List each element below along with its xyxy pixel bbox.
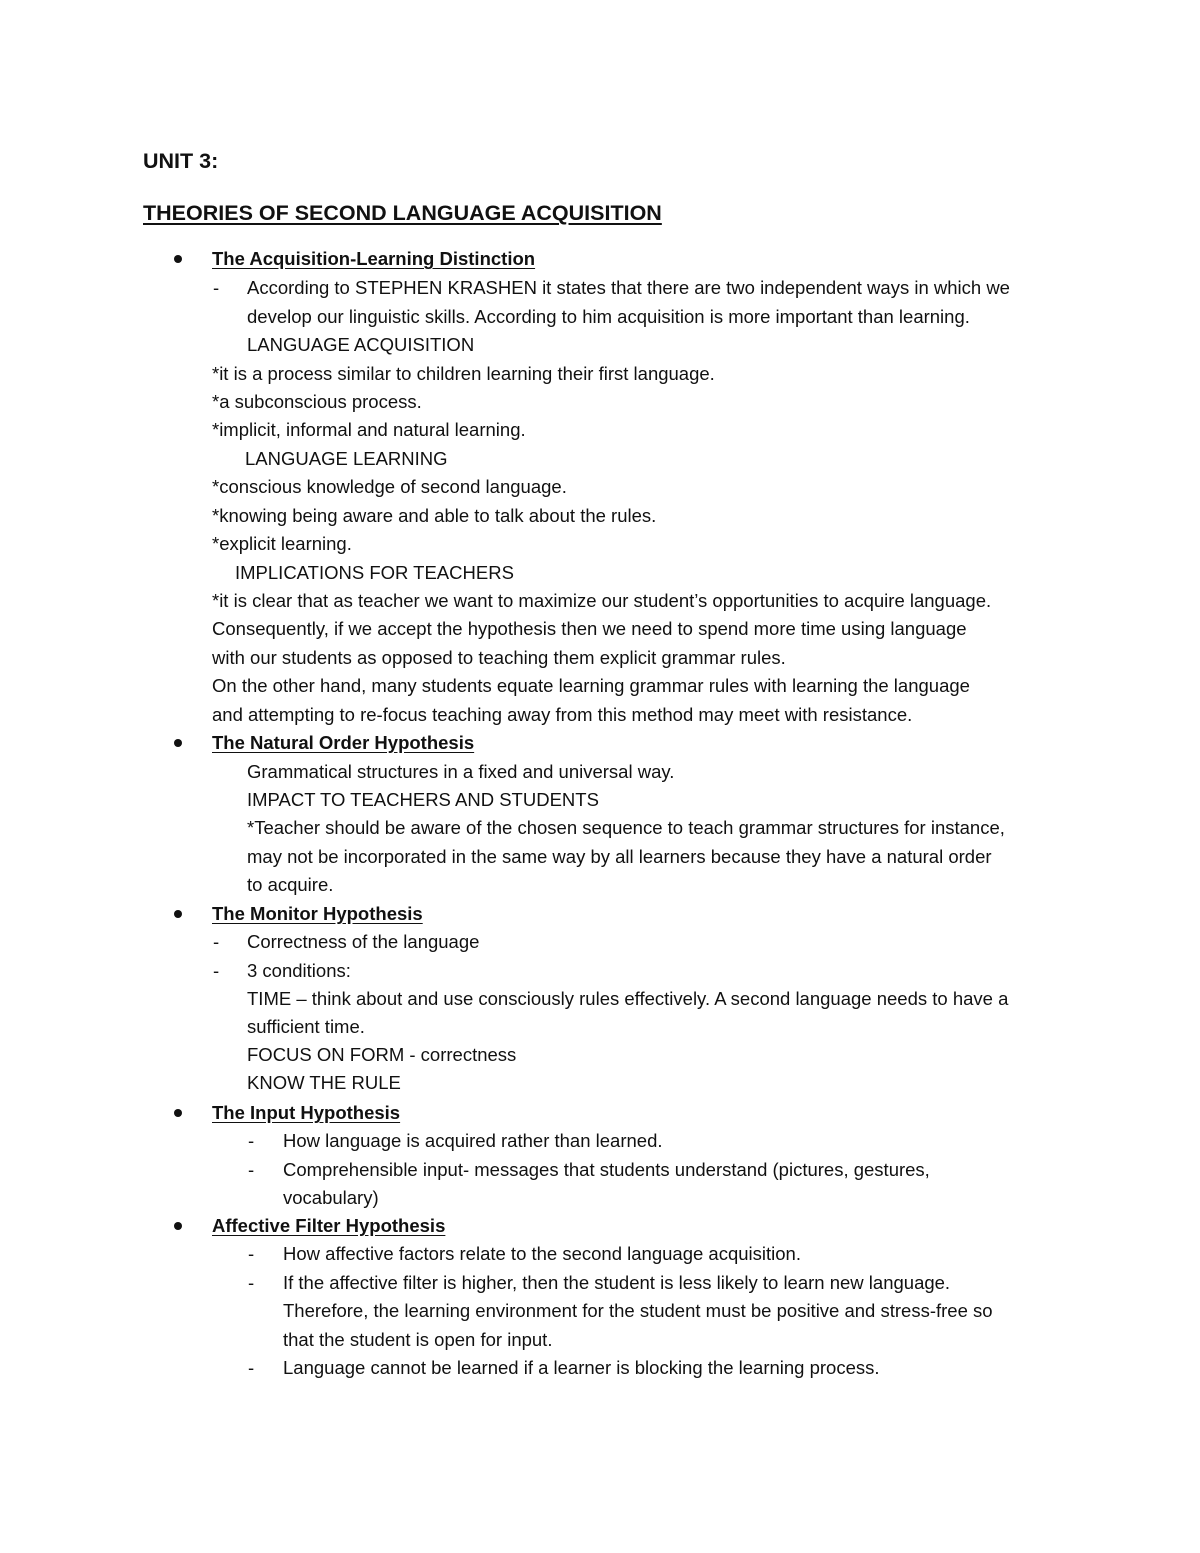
dash-marker: -	[213, 931, 220, 952]
text-line: 3 conditions:	[247, 960, 351, 981]
dash-marker: -	[213, 960, 220, 981]
text-line: Therefore, the learning environment for the student must be positive and stress-free so	[283, 1300, 993, 1321]
text-line: *explicit learning.	[212, 533, 352, 554]
text-line: LANGUAGE LEARNING	[245, 448, 448, 469]
text-line: to acquire.	[247, 874, 334, 895]
text-line: Comprehensible input- messages that students understand (pictures, gestures,	[283, 1159, 930, 1180]
dash-marker: -	[213, 277, 220, 298]
text-line: and attempting to re-focus teaching away from this method may meet with resistance.	[212, 704, 913, 725]
section-heading-natural-order: The Natural Order Hypothesis	[212, 732, 475, 753]
text-line: KNOW THE RULE	[247, 1072, 401, 1093]
text-line: *Teacher should be aware of the chosen sequence to teach grammar structures for instance,	[247, 817, 1005, 838]
text-line: How affective factors relate to the second language acquisition.	[283, 1243, 801, 1264]
text-line: IMPLICATIONS FOR TEACHERS	[235, 562, 514, 583]
text-line: *implicit, informal and natural learning.	[212, 419, 526, 440]
text-line: FOCUS ON FORM - correctness	[247, 1044, 517, 1065]
text-line: *conscious knowledge of second language.	[212, 476, 567, 497]
text-line: Consequently, if we accept the hypothesis then we need to spend more time using language	[212, 618, 967, 639]
text-line: that the student is open for input.	[283, 1329, 553, 1350]
dash-marker: -	[248, 1243, 255, 1264]
bullet-icon	[174, 255, 182, 263]
text-line: may not be incorporated in the same way by all learners because they have a natural order	[247, 846, 992, 867]
unit-label: UNIT 3:	[143, 149, 219, 173]
dash-marker: -	[248, 1159, 255, 1180]
text-line: On the other hand, many students equate learning grammar rules with learning the language	[212, 675, 970, 696]
text-line: vocabulary)	[283, 1187, 379, 1208]
text-line: *knowing being aware and able to talk about the rules.	[212, 505, 657, 526]
text-line: How language is acquired rather than learned.	[283, 1130, 663, 1151]
bullet-icon	[174, 1109, 182, 1117]
text-line: According to STEPHEN KRASHEN it states that there are two independent ways in which we	[247, 277, 1010, 298]
text-line: IMPACT TO TEACHERS AND STUDENTS	[247, 789, 599, 810]
bullet-icon	[174, 1222, 182, 1230]
text-line: *it is a process similar to children learning their first language.	[212, 363, 715, 384]
text-line: *a subconscious process.	[212, 391, 422, 412]
bullet-icon	[174, 739, 182, 747]
text-line: LANGUAGE ACQUISITION	[247, 334, 475, 355]
text-line: TIME – think about and use consciously rules effectively. A second language needs to have a	[247, 988, 1009, 1009]
dash-marker: -	[248, 1130, 255, 1151]
dash-marker: -	[248, 1357, 255, 1378]
document-title: THEORIES OF SECOND LANGUAGE ACQUISITION	[143, 201, 662, 225]
text-line: If the affective filter is higher, then the student is less likely to learn new language.	[283, 1272, 951, 1293]
text-line: sufficient time.	[247, 1016, 365, 1037]
section-heading-affective-filter: Affective Filter Hypothesis	[212, 1215, 446, 1236]
section-heading-acquisition-learning: The Acquisition-Learning Distinction	[212, 248, 536, 269]
bullet-icon	[174, 910, 182, 918]
text-line: *it is clear that as teacher we want to maximize our student’s opportunities to acquire language.	[212, 590, 992, 611]
text-line: Grammatical structures in a fixed and universal way.	[247, 761, 675, 782]
text-line: Correctness of the language	[247, 931, 480, 952]
text-line: develop our linguistic skills. According to him acquisition is more important than learning.	[247, 306, 970, 327]
text-line: with our students as opposed to teaching them explicit grammar rules.	[212, 647, 786, 668]
section-heading-monitor: The Monitor Hypothesis	[212, 903, 423, 924]
dash-marker: -	[248, 1272, 255, 1293]
text-line: Language cannot be learned if a learner is blocking the learning process.	[283, 1357, 880, 1378]
section-heading-input: The Input Hypothesis	[212, 1102, 401, 1123]
